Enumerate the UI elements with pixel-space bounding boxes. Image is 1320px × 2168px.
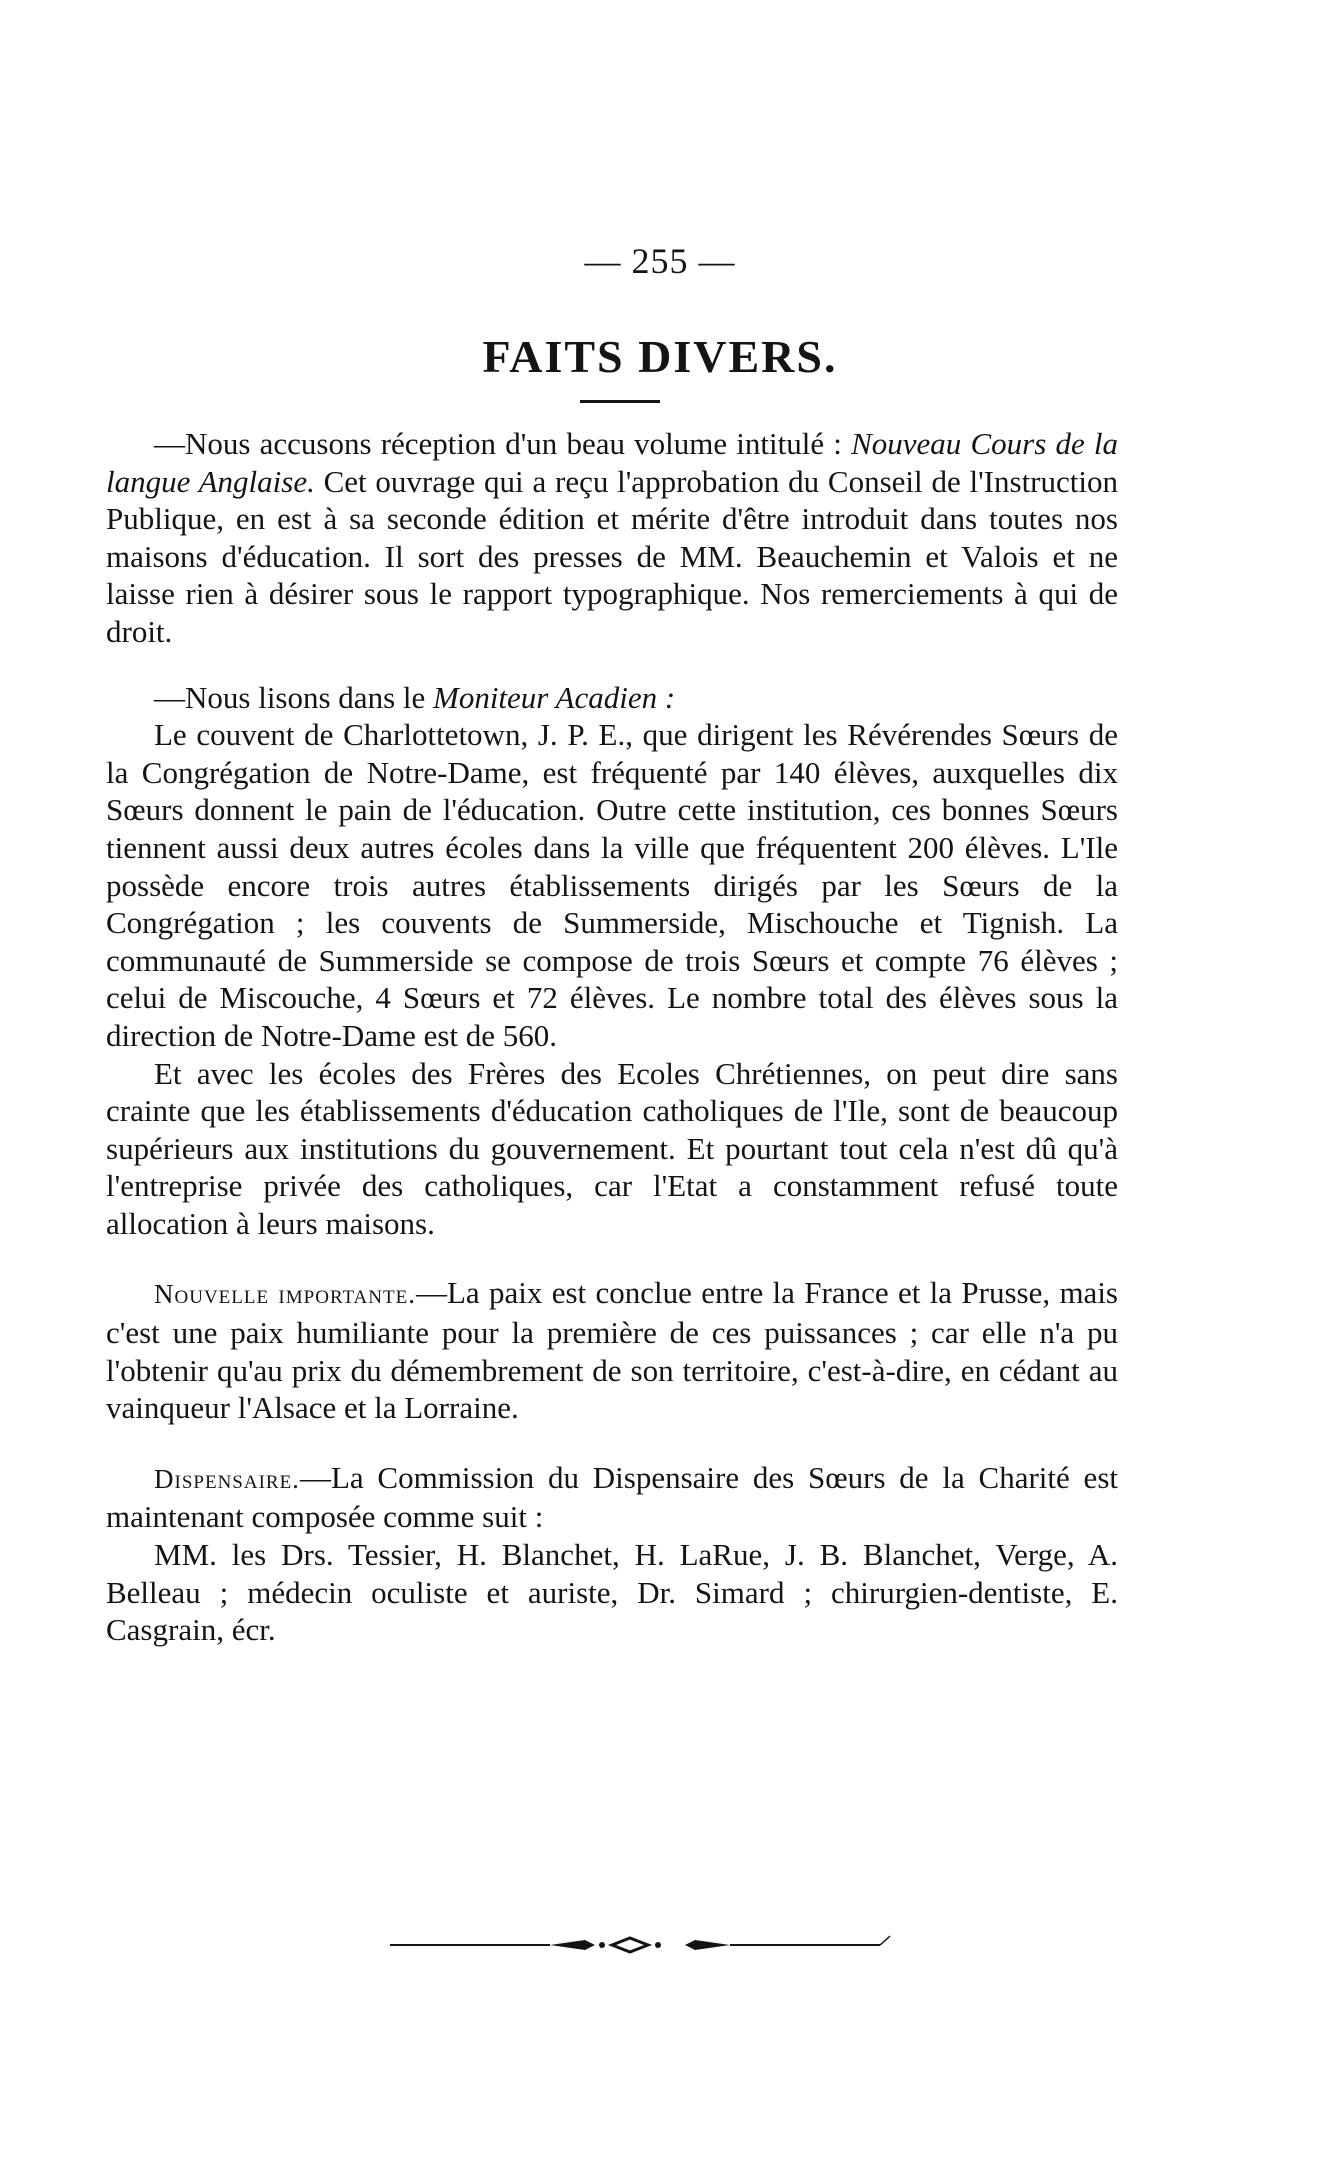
dispensary-heading: Dispensaire. <box>154 1463 300 1494</box>
dispensary-text: —La Commission du Dispensaire des Sœurs de la Charité est maintenant composée comme suit : <box>106 1459 1118 1535</box>
peace-news-text: —La paix est conclue entre la France et la Prusse, mais c'est une paix humiliante pour la première de ces puissances ; car elle n'a pu l'obtenir qu'au prix du démembrement de son territoire, c'est-à-dire, en cédant au vainqueur l'Alsace et la Lorraine. <box>106 1275 1118 1426</box>
newspaper-title: Moniteur Acadien : <box>433 679 676 715</box>
paragraph-commission-members: MM. les Drs. Tessier, H. Blanchet, H. LaRue, J. B. Blanchet, Verge, A. Belleau ; médecin oculiste et auriste, Dr. Simard ; chirurgien-dentiste, E. Casgrain, écr. <box>106 1537 1118 1648</box>
paragraph-schools: Et avec les écoles des Frères des Ecoles Chrétiennes, on peut dire sans crainte que les établissements d'éducation catholiques de l'Ile, sont de beaucoup supérieurs aux institutions du gouvernement. Et pourtant tout cela n'est dû qu'à l'entreprise privée des catholiques, car l'Etat a constamment refusé toute allocation à leurs maisons. <box>106 1055 1118 1241</box>
page-number: — 255 — <box>584 241 736 281</box>
paragraph-new-book-lead: —Nous accusons réception d'un beau volume intitulé : <box>154 426 852 461</box>
paragraph-moniteur-lead: —Nous lisons dans le <box>154 679 433 715</box>
book-title: Nouveau Cours de la langue Anglaise. <box>106 426 1119 499</box>
title-rule <box>580 400 660 403</box>
end-ornament <box>380 1930 900 1960</box>
section-title: FAITS DIVERS. <box>482 331 838 382</box>
paragraph-moniteur-intro <box>106 679 1118 717</box>
paragraph-convent: Le couvent de Charlottetown, J. P. E., que dirigent les Révérendes Sœurs de la Congrégation de Notre-Dame, est fréquenté par 140 élèves, auxquelles dix Sœurs donnent le pain de l'éducation. Outre cette institution, ces bonnes Sœurs tiennent aussi deux autres écoles dans la ville que fréquentent 200 élèves. L'Ile possède encore trois autres établissements dirigés par les Sœurs de la Congrégation ; les couvents de Summerside, Mischouche et Tignish. La communauté de Summerside se compose de trois Sœurs et compte 76 élèves ; celui de Miscouche, 4 Sœurs et 72 élèves. Le nombre total des élèves sous la direction de Notre-Dame est de 560. <box>106 717 1118 1053</box>
peace-news-heading: Nouvelle importante. <box>154 1279 416 1310</box>
paragraph-dispensary <box>106 1459 1118 1536</box>
paragraph-new-book <box>106 425 1118 651</box>
paragraph-peace-news <box>106 1274 1118 1426</box>
article-body <box>106 425 1118 1649</box>
paragraph-new-book-text: Cet ouvrage qui a reçu l'approbation du Conseil de l'Instruction Publique, en est à sa seconde édition et mérite d'être introduit dans toutes nos maisons d'éducation. Il sort des presses de MM. Beauchemin et Valois et ne laisse rien à désirer sous le rapport typographique. Nos remerciements à qui de droit. <box>106 463 1118 649</box>
